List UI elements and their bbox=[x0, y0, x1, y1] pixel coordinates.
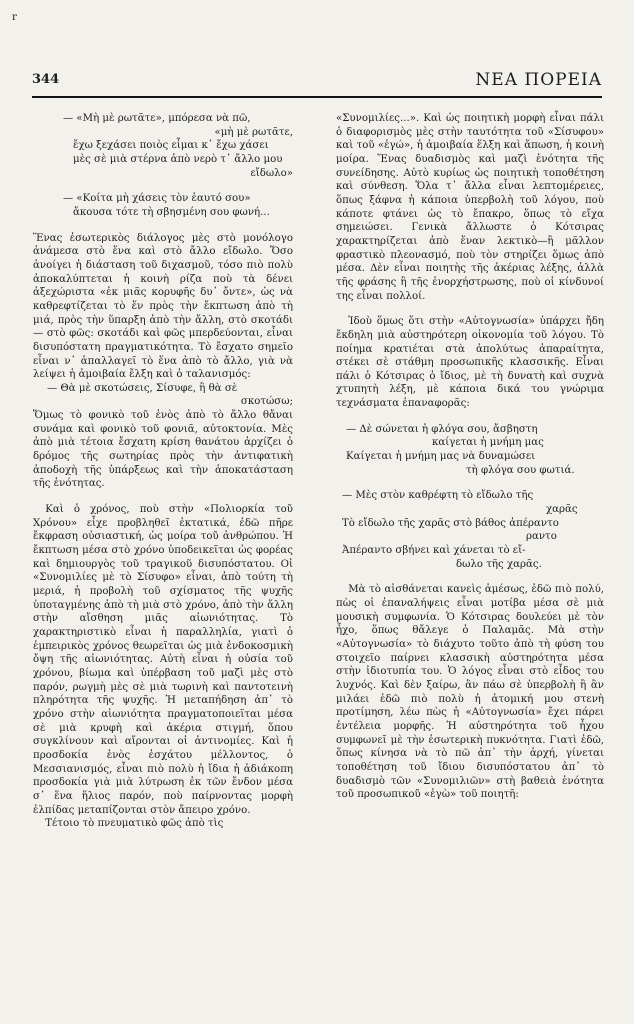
page-number: 344 bbox=[32, 72, 60, 87]
poem-excerpt-2 bbox=[33, 192, 293, 219]
paragraph: Ὅμως τὸ φονικὸ τοῦ ἑνὸς ἀπὸ τὸ ἄλλο θἄναι συνάμα καὶ φονικὸ τοῦ φονιᾶ, αὐτοκτονία. Μὲς ἀπὸ μιὰ τέτοια ἔσχατη κρίση θανάτου ἀρχίζει ὁ δρόμος τῆς σωτηρίας πρὸς τὴν ἀντιφατικὴ ἀποδοχὴ τῆς ὑπάρξεως καὶ τὴν ἀποκατάσταση τῆς ἑνότητας. bbox=[33, 410, 293, 490]
verse-line: Τὸ εἴδωλο τῆς χαρᾶς στὸ βάθος ἀπέραντο bbox=[342, 517, 559, 529]
left-column bbox=[33, 112, 293, 831]
verse-line: «μὴ μὲ ρωτᾶτε, bbox=[214, 126, 293, 138]
poem-excerpt-4 bbox=[336, 423, 604, 478]
verse-line: ἄκουσα τότε τὴ σβησμένη σου φωνή... bbox=[73, 206, 270, 218]
verse-line: μὲς σὲ μιὰ στέρνα ἀπὸ νερὸ τ᾽ ἄλλο μου bbox=[73, 153, 283, 165]
poem-excerpt-5 bbox=[336, 489, 604, 571]
verse-line: τὴ φλόγα σου φωτιά. bbox=[466, 464, 575, 476]
verse-line: ραντο bbox=[526, 531, 557, 543]
verse-line: δωλο τῆς χαρᾶς. bbox=[456, 558, 542, 570]
verse-line: — Δὲ σώνεται ἡ φλόγα σου, ἄσβηστη bbox=[346, 423, 538, 435]
paragraph: Καὶ ὁ χρόνος, ποὺ στὴν «Πολιορκία τοῦ Χρόνου» εἶχε προβληθεῖ ἐκτατικά, ἐδῶ πῆρε ἔκφραση οὐσιαστική, ὡς μοίρα τοῦ ἀνθρώπου. Ἡ ἔκπτωση μέσα στὸ χρόνο ὑποδεικεῖται ὡς φορέας καὶ δημιουργὸς τοῦ τραγικοῦ δισυπόστατου. Οἱ «Συνομιλίες μὲ τὸ Σίσυφο» εἶναι, ἀπὸ τούτη τὴ μεριά, ἡ προβολὴ τοῦ σχίσματος τῆς ψυχῆς ὑποταγμένης ἀπὸ τὴ μιὰ στὸ χρόνο, ἀπὸ τὴν ἄλλη στὴν αἴσθηση μιᾶς αἰωνιότητας. Τὸ χαρακτηριστικὸ εἶναι ἡ παραλληλία, γιατὶ ὁ ἐμπειρικὸς χρόνος θεωρεῖται ὡς μιὰ ἐνδοκοσμικὴ ὄψη τῆς αἰωνιότητας. Αὐτὴ εἶναι ἡ οὐσία τοῦ χρόνου, βίωμα καὶ ὑπέρβαση τοῦ μαζὶ μὲς στὸ παρόν, ρωγμὴ μὲς σὲ μιὰ τωρινὴ καὶ παντοτεινὴ πληρότητα τῆς ψυχῆς. Ἡ μεταπήδηση ἀπ᾽ τὸ χρόνο στὴν αἰωνιότητα πραγματοποιεῖται μέσα σὲ μιὰ κρυφὴ καὶ ἀκέρια στιγμή, ὅπου συγκλίνουν καὶ αἴρονται οἱ ἀντινομίες. Καὶ ἡ προσδοκία ἑνὸς ἐσχάτου μέλλοντος, ὁ Μεσσιανισμός, εἶναι πιὸ πολὺ ἡ ἴδια ἡ ἀδιάκοπη προσδοκία γιὰ μιὰ λύτρωση ἐκ τῶν ἔνδον μέσα σ᾽ ἕνα ἥλιος παρόν, ποὺ παίρνοντας μορφὴ ἐλπίδας μεταπίζονται στὸν ἄπειρο χρόνο. bbox=[33, 504, 293, 816]
verse-line: εἴδωλο» bbox=[250, 167, 293, 179]
verse-line: — «Κοίτα μὴ χάσεις τὸν ἑαυτό σου» bbox=[63, 193, 251, 205]
paragraph: Ἰδοὺ ὅμως ὅτι στὴν «Αὐτογνωσία» ὑπάρχει ἤδη ἔκδηλη μιὰ αὐστηρότερη οἰκονομία τοῦ λόγου. Τὸ ποίημα κρατιέται στὰ ἀπολύτως ἀπαραίτητα, στέκει σὲ στάθμη προσωπικῆς κλασσικῆς. Εἶναι πάλι ὁ Κότσιρας ὁ ἴδιος, μὲ τὴ δυνατὴ καὶ συχνὰ χτυπητὴ λέξη, μὲ κάποια δικά του γνώριμα τεχνάσματα ἐπαναφορᾶς: bbox=[336, 316, 604, 410]
header-rule bbox=[32, 96, 602, 98]
verse-line: — «Μὴ μὲ ρωτᾶτε», μπόρεσα νὰ πῶ, bbox=[63, 113, 251, 124]
right-column bbox=[336, 112, 604, 802]
verse-line: ἔχω ξεχάσει ποιὸς εἶμαι κ᾽ ἔχω χάσει bbox=[73, 140, 269, 152]
corner-mark: r bbox=[12, 12, 17, 23]
paragraph: Μὰ τὸ αἰσθάνεται κανεὶς ἀμέσως, ἐδῶ πιὸ πολύ, πὼς οἱ ἐπαναλήψεις εἶναι μοτίβα μέσα σὲ μιὰ μουσικὴ συμφωνία. Ὁ Κότσιρας δουλεύει μὲ τὸν ἦχο, ὅπως θἄλεγε ὁ Παλαμᾶς. Μὰ στὴν «Αὐτογνωσία» τὸ διάχυτο τοῦτο ἀπὸ τὴ φύση του στοιχεῖο παίρνει κλασσικὴ αὐστηρότητα μέσα στὴν ἰδιοτυπία του. Ὁ λόγος εἶναι στὸ εἶδος του λυχνός. Καὶ δὲν ξαίρω, ἂν πάω σὲ ὑπερβολὴ ἢ ἂν μιλάει ἐδῶ πιὸ πολὺ ἡ ἀτομική μου στενὴ προτίμηση, λέω πὼς ἡ «Αὐτογνωσία» ἔχει πάρει ἐντέλεια μορφῆς. Ἡ αὐστηρότητα τοῦ ἦχου συμφωνεῖ μὲ τὴν ἐσωτερικὴ πυκνότητα. Γιατὶ ἐδῶ, ὅπως κίνησα νὰ τὸ πῶ ἀπ᾽ τὴν ἀρχή, γίνεται τοποθέτηση τοῦ ἴδιου δισυπόστατου ἀπ᾽ τὸ δυαδισμὸ τῶν «Συνομιλιῶν» στὴ βαθειὰ ἑνότητα τοῦ προσωπικοῦ «ἐγὼ» τοῦ ποιητῆ: bbox=[336, 584, 604, 801]
poem-excerpt-1 bbox=[33, 112, 293, 180]
paragraph: Τέτοιο τὸ πνευματικὸ φῶς ἀπὸ τὶς bbox=[45, 818, 224, 830]
running-header bbox=[32, 72, 602, 94]
verse-line: — Θὰ μὲ σκοτώσεις, Σίσυφε, ἢ θὰ σὲ bbox=[47, 382, 238, 394]
verse-line: Ἀπέραντο σβήνει καὶ χάνεται τὸ εἴ- bbox=[342, 545, 526, 557]
paragraph: Ἕνας ἐσωτερικὸς διάλογος μὲς στὸ μονόλογο ἀνάμεσα στὸ ἕνα καὶ στὸ ἄλλο εἴδωλο. Ὅσο ἀνοίγει ἡ διάσταση τοῦ διχασμοῦ, τόσο πιὸ πολὺ ἀποκαλύπτεται ἡ κοινὴ ρίζα ποὺ τὰ δένει ἀξεχώριστα «ἐκ μιᾶς κορυφῆς δυ᾽ ὄντε», ὡς νὰ καθρεφτίζεται τὸ ἕν πρὸς τὴν ἔκπτωση ἀπὸ τὴ μιά, πρὸς τὴν ὕπαρξη ἀπὸ τὴν ἄλλη, στὸ σκοτάδι— στὸ φῶς: σκοτάδι καὶ φῶς μπερδεύονται, εἶναι δισυπόστατη πραγματικότητα. Τὸ ἔσχατο σημεῖο εἶναι ν᾽ ἀπαλλαγεῖ τὸ ἕνα ἀπὸ τὸ ἄλλο, γιὰ νὰ λείψει ἡ ἀμοιβαία ἔλξη καὶ ὁ ταλανισμός: bbox=[33, 232, 293, 381]
verse-line: καίγεται ἡ μνήμη μας bbox=[432, 437, 544, 449]
verse-line: Καίγεται ἡ μνήμη μας νὰ δυναμώσει bbox=[346, 451, 536, 463]
journal-title: ΝΕΑ ΠΟΡΕΙΑ bbox=[475, 70, 602, 90]
verse-line: — Μὲς στὸν καθρέφτη τὸ εἴδωλο τῆς bbox=[342, 490, 534, 502]
paragraph: «Συνομιλίες...». Καὶ ὡς ποιητικὴ μορφὴ εἶναι πάλι ὁ διαφορισμὸς μὲς στὴν ταυτότητα τοῦ «Σίσυφου» καὶ τοῦ «ἐγώ», ἡ ἀμοιβαία ἕλξη καὶ ἄπωση, ἡ κοινὴ μοίρα. Ἕνας δυαδισμὸς καὶ μαζὶ ἑνότητα τῆς συνείδησης. Αὐτὸ κυρίως ὡς ποιητικὴ τοποθέτηση καὶ σύνθεση. Ὅλα τ᾽ ἄλλα εἶναι λεπτομέρειες, ὅπως ξάφνα ἡ κάποια ὑπερβολὴ τοῦ λόγου, ποὺ κάποτε φτάνει ὡς τὸ ἔπακρο, ὅπως τὸ εἴχα σημειώσει. Γενικὰ ἄλλωστε ὁ Κότσιρας χαρακτηρίζεται ἀπὸ ἕναν λεκτικὸ—ἢ μᾶλλον φραστικὸ πλεονασμό, ποὺ τὸν στηρίζει ὅμως ἀπὸ μέσα. Δὲν εἶναι ποιητὴς τῆς ἀκέριας λέξης, ἀλλὰ τῆς φράσης ἢ τῆς ἐνορχήστρωσης, ποὺ οἱ κίνδυνοί της εἶναι πολλοί. bbox=[336, 113, 604, 302]
verse-line: σκοτώσω; bbox=[240, 396, 293, 408]
poem-excerpt-3 bbox=[33, 382, 293, 409]
verse-line: χαρᾶς bbox=[546, 504, 578, 516]
